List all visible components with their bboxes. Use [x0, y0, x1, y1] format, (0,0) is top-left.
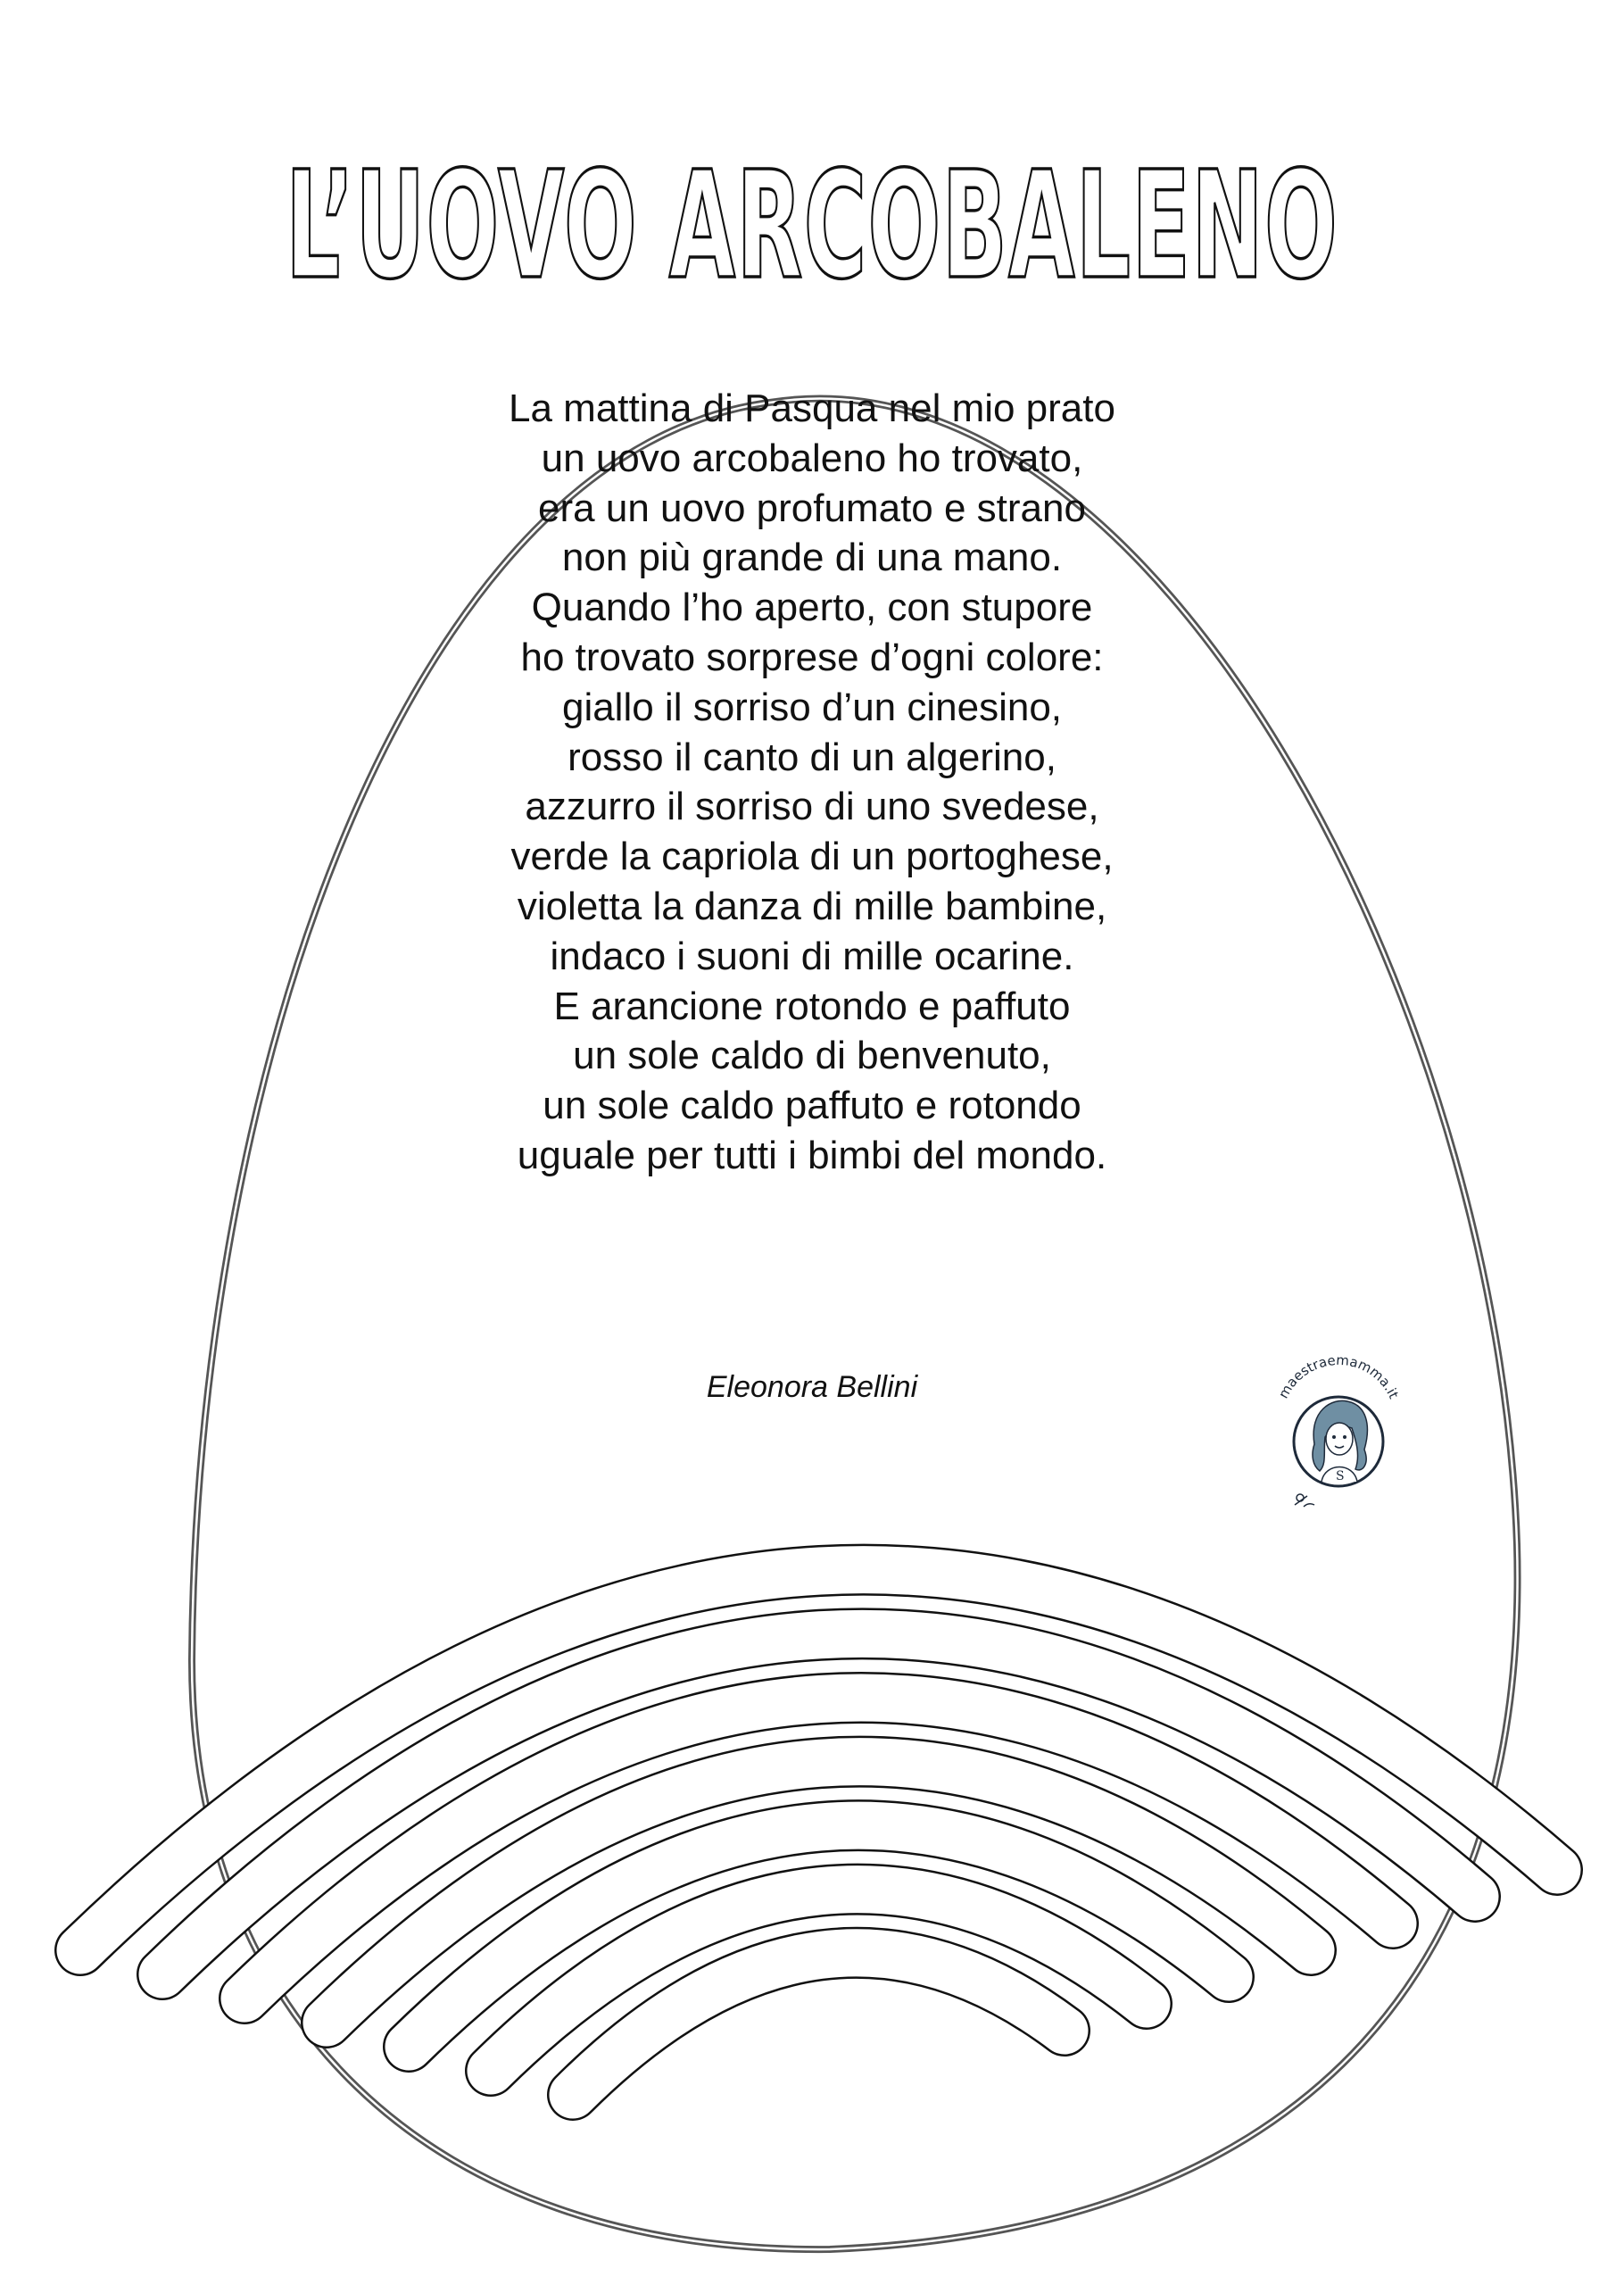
poem-line: giallo il sorriso d’un cinesino,: [561, 685, 1063, 729]
poem-line: uguale per tutti i bimbi del mondo.: [517, 1133, 1107, 1177]
poem-line: un uovo arcobaleno ho trovato,: [541, 436, 1083, 480]
rainbow-outline: [80, 1570, 1557, 2095]
poem-line: verde la capriola di un portoghese,: [510, 835, 1114, 879]
poem-line: un sole caldo di benvenuto,: [573, 1034, 1051, 1078]
poem-line: E arancione rotondo e paffuto: [553, 984, 1071, 1028]
poem-line: violetta la danza di mille bambine,: [517, 884, 1107, 928]
poem-line: Quando l’ho aperto, con stupore: [531, 586, 1093, 630]
svg-text:S: S: [1336, 1469, 1345, 1483]
poem-line: indaco i suoni di mille ocarine.: [550, 934, 1074, 978]
poem-author: Eleonora Bellini: [706, 1370, 918, 1404]
poem-line: era un uovo profumato e strano: [538, 486, 1086, 530]
page-title-text: L’UOVO ARCOBALENO: [286, 143, 1338, 295]
poem-line: azzurro il sorriso di uno svedese,: [525, 785, 1099, 829]
poem-line: un sole caldo paffuto e rotondo: [543, 1084, 1081, 1128]
poem-line: non più grande di una mano.: [561, 536, 1063, 580]
poem-line: La mattina di Pasqua nel mio prato: [509, 386, 1115, 430]
brand-logo-text: maestraemamma.it: [1275, 1351, 1403, 1401]
girl-portrait-icon: [1294, 1397, 1383, 1486]
page-title: [0, 143, 1624, 295]
small-flower-icon: [1295, 1494, 1314, 1507]
poem: [321, 384, 1303, 1181]
brand-logo: [1263, 1339, 1414, 1517]
poem-line: ho trovato sorprese d’ogni colore:: [520, 635, 1104, 679]
poem-line: rosso il canto di un algerino,: [568, 735, 1056, 779]
